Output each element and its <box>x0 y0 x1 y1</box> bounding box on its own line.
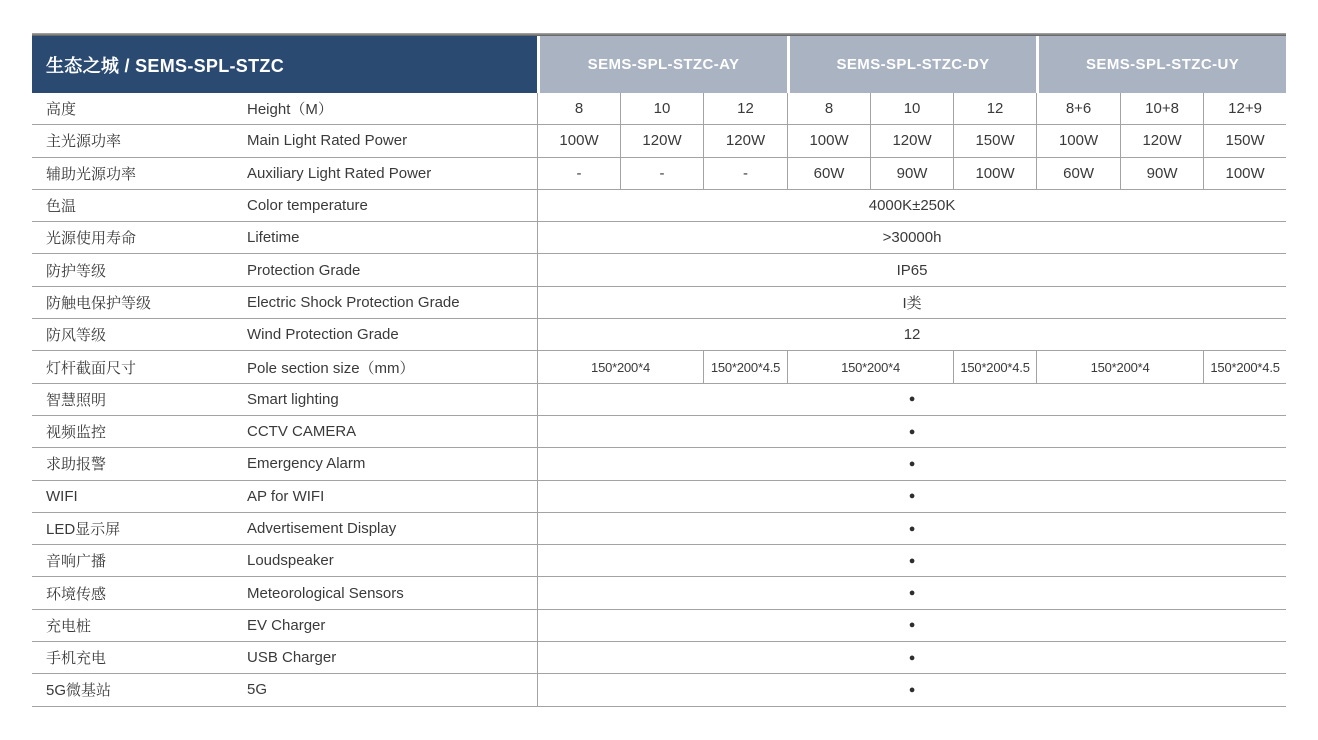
spec-value-cell: 150*200*4.5 <box>1203 351 1286 383</box>
spec-label-en: EV Charger <box>247 610 537 642</box>
spec-label-en: Auxiliary Light Rated Power <box>247 158 537 190</box>
feature-bullet-cell: ● <box>537 481 1286 513</box>
table-row <box>32 448 1286 480</box>
spec-value-cell: 150*200*4.5 <box>703 351 787 383</box>
table-row <box>32 93 1286 125</box>
spec-label-en: CCTV CAMERA <box>247 416 537 448</box>
spec-value-cell: - <box>537 158 620 190</box>
spec-value-cell: 8+6 <box>1036 93 1120 125</box>
spec-value-cell: 100W <box>1036 125 1120 157</box>
feature-bullet-cell: ● <box>537 384 1286 416</box>
table-row <box>32 319 1286 351</box>
table-row <box>32 158 1286 190</box>
table-row <box>32 481 1286 513</box>
spec-value-cell: 10 <box>620 93 703 125</box>
spec-value-cell: 100W <box>1203 158 1286 190</box>
table-row <box>32 610 1286 642</box>
spec-value-cell: 120W <box>1120 125 1203 157</box>
spec-label-zh: 5G微基站 <box>32 674 247 706</box>
spec-label-zh: 求助报警 <box>32 448 247 480</box>
spec-label-zh: 防风等级 <box>32 319 247 351</box>
spec-label-en: Electric Shock Protection Grade <box>247 287 537 319</box>
feature-bullet-cell: ● <box>537 674 1286 706</box>
table-row <box>32 254 1286 286</box>
spec-value-cell: 60W <box>1036 158 1120 190</box>
feature-bullet-cell: ● <box>537 642 1286 674</box>
spec-label-en: Advertisement Display <box>247 513 537 545</box>
spec-value-cell: 150*200*4 <box>537 351 703 383</box>
spec-label-en: Pole section size（mm） <box>247 351 537 383</box>
spec-value-cell: 150*200*4 <box>1036 351 1203 383</box>
spec-value-cell: 150W <box>1203 125 1286 157</box>
spec-label-zh: 音响广播 <box>32 545 247 577</box>
spec-value-cell: 8 <box>537 93 620 125</box>
feature-bullet-cell: ● <box>537 610 1286 642</box>
group-header-ay: SEMS-SPL-STZC-AY <box>537 36 787 93</box>
spec-value-cell: 10 <box>870 93 953 125</box>
table-row <box>32 674 1286 706</box>
header-row <box>32 36 1286 93</box>
feature-bullet-cell: ● <box>537 448 1286 480</box>
spec-label-zh: 充电桩 <box>32 610 247 642</box>
table-row <box>32 545 1286 577</box>
table-row <box>32 222 1286 254</box>
spec-value-cell: 120W <box>703 125 787 157</box>
spec-label-zh: 手机充电 <box>32 642 247 674</box>
spec-label-zh: 辅助光源功率 <box>32 158 247 190</box>
spec-value-cell: 12 <box>953 93 1036 125</box>
table-row <box>32 642 1286 674</box>
spec-value-cell: 120W <box>870 125 953 157</box>
spec-label-zh: 主光源功率 <box>32 125 247 157</box>
spec-value-cell: 100W <box>787 125 870 157</box>
spec-label-en: Main Light Rated Power <box>247 125 537 157</box>
spec-sheet <box>32 33 1286 707</box>
spec-table-body <box>32 93 1286 707</box>
table-row <box>32 125 1286 157</box>
spec-table <box>32 36 1286 707</box>
spec-label-en: USB Charger <box>247 642 537 674</box>
spec-label-en: Meteorological Sensors <box>247 577 537 609</box>
spec-label-en: Lifetime <box>247 222 537 254</box>
spec-label-zh: 环境传感 <box>32 577 247 609</box>
spec-label-en: 5G <box>247 674 537 706</box>
spec-merged-value: IP65 <box>537 254 1286 286</box>
spec-merged-value: 12 <box>537 319 1286 351</box>
spec-value-cell: 60W <box>787 158 870 190</box>
spec-label-zh: 智慧照明 <box>32 384 247 416</box>
spec-value-cell: 10+8 <box>1120 93 1203 125</box>
spec-value-cell: 90W <box>1120 158 1203 190</box>
spec-value-cell: - <box>620 158 703 190</box>
spec-label-en: AP for WIFI <box>247 481 537 513</box>
feature-bullet-cell: ● <box>537 513 1286 545</box>
spec-value-cell: 12 <box>703 93 787 125</box>
spec-value-cell: 90W <box>870 158 953 190</box>
feature-bullet-cell: ● <box>537 416 1286 448</box>
spec-label-en: Height（M） <box>247 93 537 125</box>
spec-label-en: Emergency Alarm <box>247 448 537 480</box>
spec-value-cell: 100W <box>537 125 620 157</box>
table-row <box>32 577 1286 609</box>
spec-label-zh: 防护等级 <box>32 254 247 286</box>
spec-value-cell: 8 <box>787 93 870 125</box>
table-row <box>32 384 1286 416</box>
spec-value-cell: 12+9 <box>1203 93 1286 125</box>
spec-merged-value: 4000K±250K <box>537 190 1286 222</box>
feature-bullet-cell: ● <box>537 545 1286 577</box>
spec-value-cell: 100W <box>953 158 1036 190</box>
spec-label-zh: 视频监控 <box>32 416 247 448</box>
spec-value-cell: - <box>703 158 787 190</box>
spec-label-en: Color temperature <box>247 190 537 222</box>
spec-label-zh: 光源使用寿命 <box>32 222 247 254</box>
spec-label-en: Wind Protection Grade <box>247 319 537 351</box>
spec-label-en: Loudspeaker <box>247 545 537 577</box>
spec-label-en: Protection Grade <box>247 254 537 286</box>
group-header-dy: SEMS-SPL-STZC-DY <box>787 36 1036 93</box>
group-header-uy: SEMS-SPL-STZC-UY <box>1036 36 1286 93</box>
feature-bullet-cell: ● <box>537 577 1286 609</box>
spec-value-cell: 150*200*4.5 <box>953 351 1036 383</box>
spec-label-zh: 灯杆截面尺寸 <box>32 351 247 383</box>
spec-value-cell: 150W <box>953 125 1036 157</box>
spec-label-en: Smart lighting <box>247 384 537 416</box>
spec-merged-value: I类 <box>537 287 1286 319</box>
table-row <box>32 190 1286 222</box>
spec-value-cell: 150*200*4 <box>787 351 953 383</box>
table-title: 生态之城 / SEMS-SPL-STZC <box>32 36 537 93</box>
table-row <box>32 351 1286 383</box>
spec-merged-value: >30000h <box>537 222 1286 254</box>
spec-label-zh: 防触电保护等级 <box>32 287 247 319</box>
spec-label-zh: 色温 <box>32 190 247 222</box>
spec-value-cell: 120W <box>620 125 703 157</box>
spec-label-zh: WIFI <box>32 481 247 513</box>
table-row <box>32 416 1286 448</box>
table-row <box>32 287 1286 319</box>
table-row <box>32 513 1286 545</box>
spec-label-zh: 高度 <box>32 93 247 125</box>
spec-label-zh: LED显示屏 <box>32 513 247 545</box>
